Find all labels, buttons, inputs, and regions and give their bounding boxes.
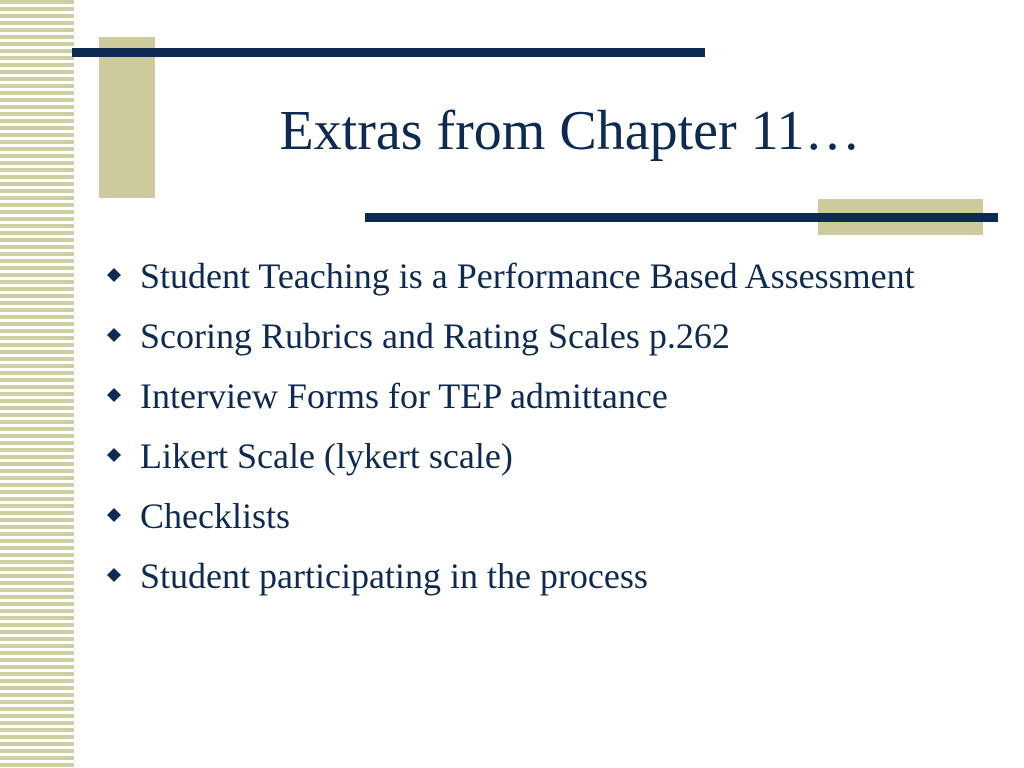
bullet-item: [104, 252, 984, 300]
bullet-item: [104, 312, 984, 360]
decorative-stripes: [0, 0, 74, 768]
diamond-bullet-icon: [107, 268, 121, 282]
diamond-bullet-icon: [107, 568, 121, 582]
bullet-item: [104, 372, 984, 420]
bullet-text: Student Teaching is a Performance Based Assessment: [140, 256, 915, 296]
diamond-bullet-icon: [107, 448, 121, 462]
decorative-navy-line-top: [72, 48, 705, 57]
bullet-text: Student participating in the process: [140, 556, 648, 596]
bullet-list: [104, 252, 984, 612]
bullet-text: Scoring Rubrics and Rating Scales p.262: [140, 316, 730, 356]
slide-title: Extras from Chapter 11…: [279, 100, 861, 162]
bullet-item: [104, 552, 984, 600]
diamond-bullet-icon: [107, 508, 121, 522]
bullet-text: Interview Forms for TEP admittance: [140, 376, 668, 416]
decorative-navy-line-bottom: [365, 213, 998, 222]
bullet-item: [104, 432, 984, 480]
diamond-bullet-icon: [107, 328, 121, 342]
bullet-item: [104, 492, 984, 540]
bullet-text: Likert Scale (lykert scale): [140, 436, 513, 476]
diamond-bullet-icon: [107, 388, 121, 402]
decorative-tan-block-left: [99, 37, 155, 198]
bullet-text: Checklists: [140, 496, 290, 536]
